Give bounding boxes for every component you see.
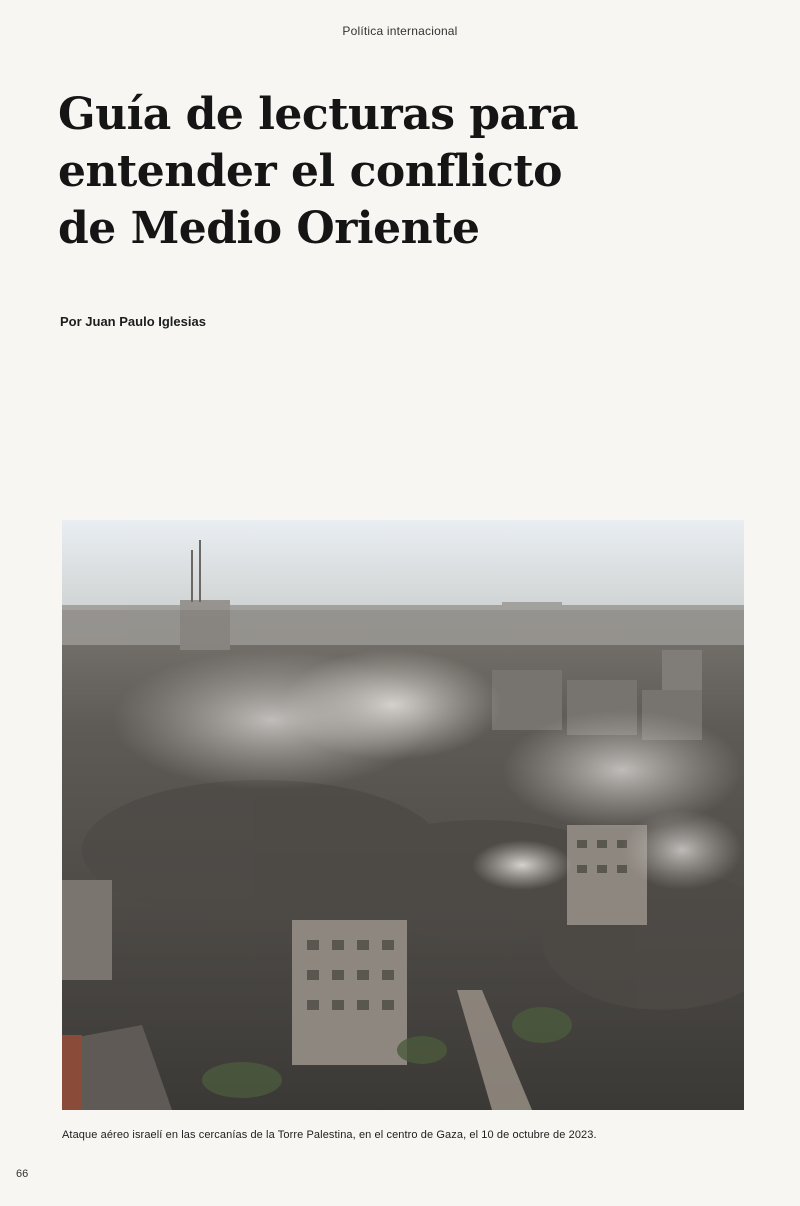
- byline: Por Juan Paulo Iglesias: [60, 314, 206, 329]
- section-header: Política internacional: [342, 24, 458, 38]
- gaza-airstrike-photo: [62, 520, 744, 1110]
- article-title: Guía de lecturas para entender el conflicto de Medio Oriente: [58, 89, 579, 254]
- bleed-through-text: [62, 250, 392, 550]
- article-photo: [62, 520, 744, 1110]
- page-number: 66: [16, 1168, 29, 1180]
- photo-caption: Ataque aéreo israelí en las cercanías de la Torre Palestina, en el centro de Gaza, el 10 de octubre de 2023.: [62, 1129, 597, 1141]
